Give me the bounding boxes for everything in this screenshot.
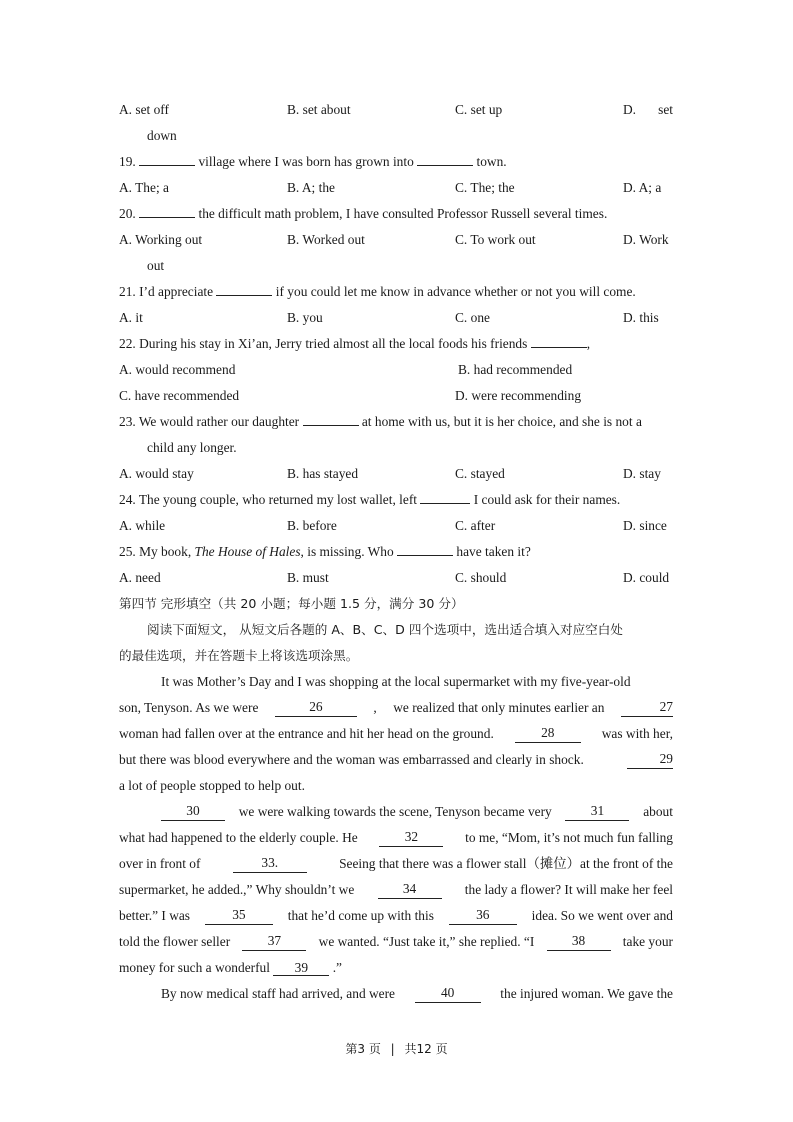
blank-27: 27: [621, 699, 673, 717]
blank-36: 36: [449, 907, 517, 925]
q23-option-c: C. stayed: [455, 466, 505, 481]
passage-line: better.” I was 35 that he’d come up with this 36 idea. So we went over and: [119, 907, 673, 923]
q21-option-a: A. it: [119, 310, 143, 325]
q19-option-a: A. The; a: [119, 180, 169, 195]
section-instructions-wrap: 的最佳选项，并在答题卡上将该选项涂黑。: [119, 648, 359, 663]
q23-option-a: A. would stay: [119, 466, 194, 481]
blank-31: 31: [565, 803, 629, 821]
q18-option-d-wrap: down: [147, 128, 177, 143]
q22-option-d: D. were recommending: [455, 388, 582, 403]
passage-line: money for such a wonderful 39 .”: [119, 960, 342, 975]
question-23: 23. We would rather our daughter at home with us, but it is her choice, and she is not a: [119, 414, 642, 429]
question-25: 25. My book, The House of Hales, is missing. Who have taken it?: [119, 544, 531, 559]
question-22: 22. During his stay in Xi’an, Jerry tried almost all the local foods his friends ,: [119, 336, 591, 351]
passage-line: woman had fallen over at the entrance and hit her head on the ground. 28 was with her,: [119, 725, 673, 741]
q25-option-a: A. need: [119, 570, 161, 585]
question-23-wrap: child any longer.: [147, 440, 237, 455]
q24-option-d: D. since: [623, 518, 667, 533]
blank-37: 37: [242, 933, 306, 951]
blank-35: 35: [205, 907, 273, 925]
blank-39: 39: [273, 960, 329, 976]
blank-29: 29: [627, 751, 673, 769]
q18-option-d: D. set: [623, 102, 673, 117]
question-19: 19. village where I was born has grown into town.: [119, 154, 507, 169]
passage-line: 30 we were walking towards the scene, Tenyson became very 31 about: [161, 803, 673, 821]
passage-line: son, Tenyson. As we were 26 , we realized that only minutes earlier an 27: [119, 699, 673, 715]
question-24: 24. The young couple, who returned my lost wallet, left I could ask for their names.: [119, 492, 621, 507]
blank-32: 32: [379, 829, 443, 847]
q24-option-c: C. after: [455, 518, 496, 533]
section-instructions: 阅读下面短文， 从短文后各题的 A、B、C、D 四个选项中，选出适合填入对应空白处: [147, 622, 623, 637]
q20-option-c: C. To work out: [455, 232, 536, 247]
q18-option-c: C. set up: [455, 102, 503, 117]
q25-option-c: C. should: [455, 570, 507, 585]
page-number: 第3 页: [345, 1042, 381, 1056]
q22-option-b: B. had recommended: [458, 362, 573, 377]
passage-line: over in front of 33. Seeing that there was a flower stall（摊位）at the front of the: [119, 855, 673, 871]
q25-option-b: B. must: [287, 570, 329, 585]
q20-option-d-wrap: out: [147, 258, 165, 273]
blank-38: 38: [547, 933, 611, 951]
q21-option-c: C. one: [455, 310, 490, 325]
q22-option-c: C. have recommended: [119, 388, 240, 403]
q20-option-d: D. Work: [623, 232, 669, 247]
question-20: 20. the difficult math problem, I have consulted Professor Russell several times.: [119, 206, 608, 221]
q18-option-b: B. set about: [287, 102, 351, 117]
q24-option-a: A. while: [119, 518, 166, 533]
blank-34: 34: [378, 881, 442, 899]
q20-option-a: A. Working out: [119, 232, 203, 247]
passage-line: By now medical staff had arrived, and were 40 the injured woman. We gave the: [161, 985, 673, 1001]
section-heading: 第四节 完形填空（共 20 小题；每小题 1.5 分，满分 30 分）: [119, 596, 464, 611]
q22-option-a: A. would recommend: [119, 362, 236, 377]
q23-option-d: D. stay: [623, 466, 661, 481]
page-total: 共12 页: [404, 1042, 448, 1056]
q21-option-b: B. you: [287, 310, 323, 325]
footer-separator: |: [390, 1042, 395, 1056]
passage-line: told the flower seller 37 we wanted. “Just take it,” she replied. “I 38 take your: [119, 933, 673, 949]
q20-option-b: B. Worked out: [287, 232, 365, 247]
blank-28: 28: [515, 725, 581, 743]
q24-option-b: B. before: [287, 518, 337, 533]
passage-line: but there was blood everywhere and the woman was embarrassed and clearly in shock. 29: [119, 751, 673, 767]
q25-option-d: D. could: [623, 570, 670, 585]
question-21: 21. I’d appreciate if you could let me know in advance whether or not you will come.: [119, 284, 636, 299]
page-footer: [0, 1040, 793, 1057]
passage-line: a lot of people stopped to help out.: [119, 778, 305, 793]
passage-line: supermarket, he added.,” Why shouldn’t we 34 the lady a flower? It will make her feel: [119, 881, 673, 897]
q19-option-b: B. A; the: [287, 180, 335, 195]
blank-33: 33.: [233, 855, 307, 873]
blank-30: 30: [161, 803, 225, 821]
book-title: The House of Hales: [194, 544, 301, 559]
q19-option-c: C. The; the: [455, 180, 515, 195]
blank-40: 40: [415, 985, 481, 1003]
q23-option-b: B. has stayed: [287, 466, 359, 481]
q19-option-d: D. A; a: [623, 180, 662, 195]
q21-option-d: D. this: [623, 310, 659, 325]
passage-line: It was Mother’s Day and I was shopping at the local supermarket with my five-year-old: [161, 674, 631, 689]
passage-line: what had happened to the elderly couple. He 32 to me, “Mom, it’s not much fun falling: [119, 829, 673, 845]
q18-option-a: A. set off: [119, 102, 169, 117]
blank-26: 26: [275, 699, 357, 717]
